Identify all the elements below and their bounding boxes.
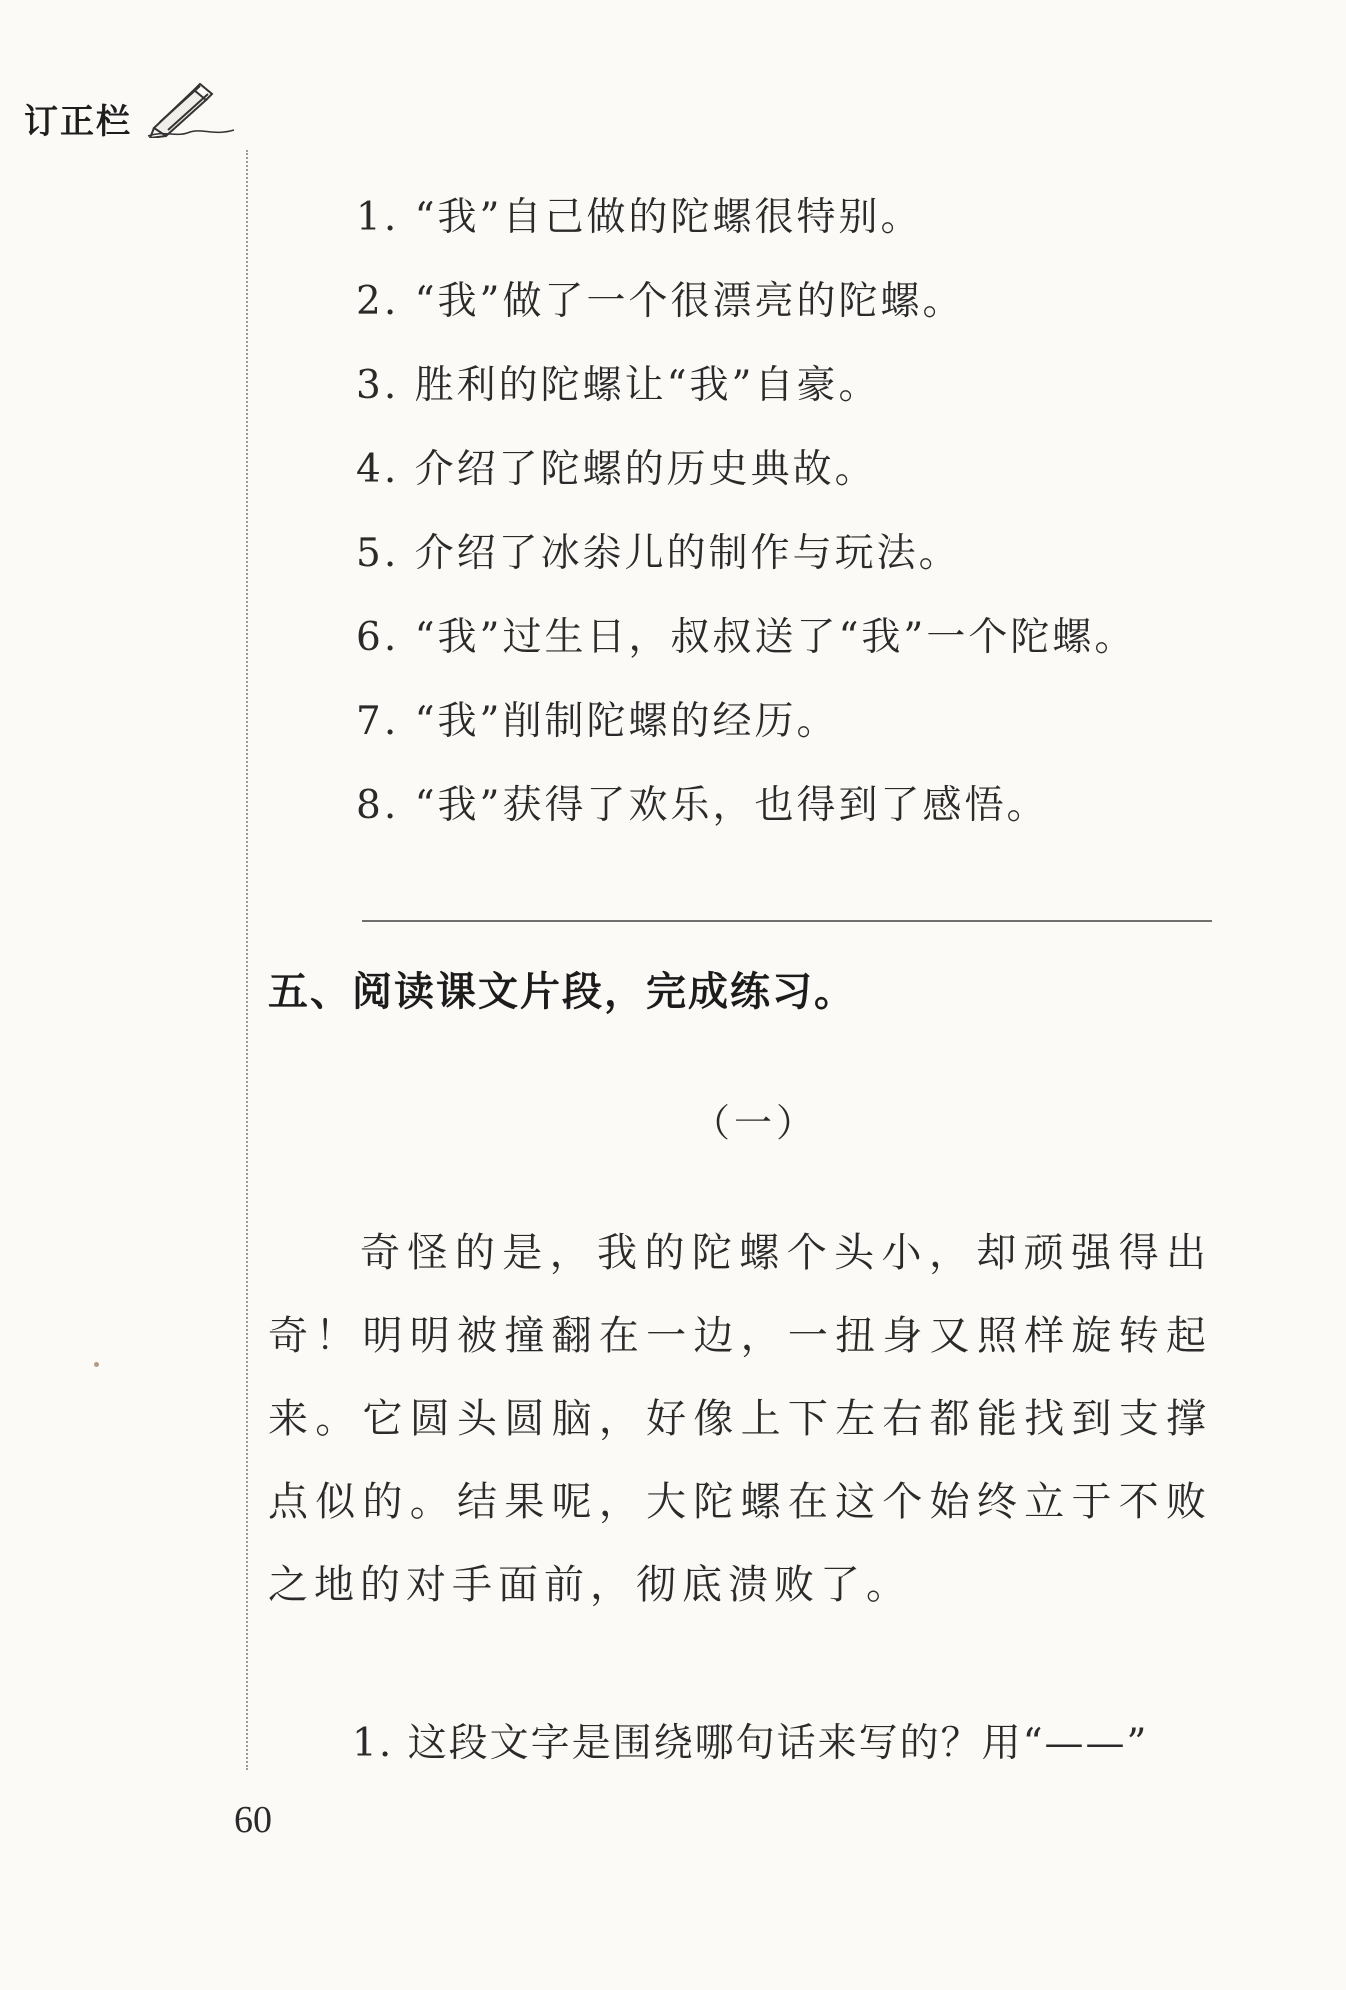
pencil-icon <box>146 78 236 138</box>
page-number: 60 <box>234 1799 272 1841</box>
question-1: 1. 这段文字是围绕哪句话来写的？用“——” <box>352 1721 1149 1766</box>
list-item: 3. 胜利的陀螺让“我”自豪。 <box>356 363 881 408</box>
list-item: 6. “我”过生日，叔叔送了“我”一个陀螺。 <box>356 615 1137 660</box>
margin-dotted-line <box>246 150 248 1770</box>
reading-passage: 奇怪的是，我的陀螺个头小，却顽强得出奇！明明被撞翻在一边，一扭身又照样旋转起来。它圆头圆脑，好像上下左右都能找到支撑点似的。结果呢，大陀螺在这个始终立于不败之地的对手面前，彻底溃败了。 <box>268 1230 1212 1608</box>
answer-line <box>362 920 1212 922</box>
list-item: 8. “我”获得了欢乐，也得到了感悟。 <box>356 783 1049 828</box>
list-item: 1. “我”自己做的陀螺很特别。 <box>356 195 923 240</box>
list-item: 7. “我”削制陀螺的经历。 <box>356 699 839 744</box>
list-item: 4. 介绍了陀螺的历史典故。 <box>356 447 877 492</box>
paper-speck <box>94 1362 99 1367</box>
section-heading: 五、阅读课文片段，完成练习。 <box>268 969 856 1015</box>
correction-column-title: 订正栏 <box>24 102 132 142</box>
list-item: 2. “我”做了一个很漂亮的陀螺。 <box>356 279 965 324</box>
passage-label: （一） <box>692 1101 819 1145</box>
list-item: 5. 介绍了冰尜儿的制作与玩法。 <box>356 531 961 576</box>
